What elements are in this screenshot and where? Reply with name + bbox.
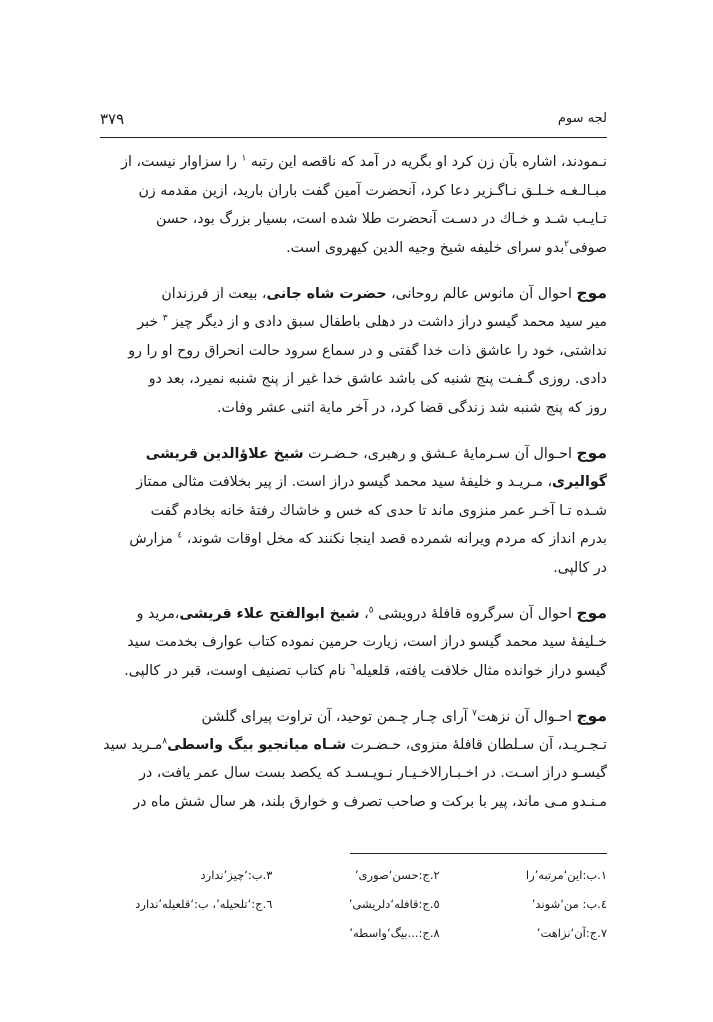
paragraph <box>100 702 607 816</box>
text-line <box>100 148 607 177</box>
text-run: بدرم انداز که مردم ویرانه شمرده قصد اینجا نکنند که مخل اوقات شوند، <box>182 531 607 548</box>
page-header <box>100 110 607 134</box>
footnote: ۸.ج:...بیگ‘واسطه’ <box>349 926 440 940</box>
text-run: ، بیعت از فرزندان <box>161 286 267 303</box>
footnote: ۷.ج:آن‘نزاهت’ <box>536 926 607 940</box>
text-run: مزارش <box>129 531 178 548</box>
text-line <box>100 468 607 497</box>
paragraph-gap <box>100 422 607 439</box>
paragraph-gap <box>100 262 607 279</box>
person-name: شیخ ابوالفتح علاء قریشی <box>179 606 360 623</box>
text-line <box>100 308 607 337</box>
text-run: تـایـب شـد و خـاك در دسـت آنحضرت طلا شده است، بسیار بزرگ بود، حسن <box>155 211 607 228</box>
footnote-ref: ۸ <box>162 735 168 746</box>
paragraph <box>100 148 607 262</box>
footnote-ref: ٥ <box>368 605 374 616</box>
footnote-row <box>100 897 607 926</box>
text-run: خبر <box>137 313 163 330</box>
text-line <box>100 234 607 263</box>
chapter-title: لجه سوم <box>557 111 607 126</box>
footnote: ۲.ج:حسن‘صوری’ <box>354 868 440 882</box>
footnote: ۱.ب:این‘مرتبه’را <box>525 868 607 882</box>
text-line <box>100 628 607 657</box>
text-run: نـمودند، اشاره بآن زن کرد او بگریه در آمد که ناقصه این رتبه <box>246 154 607 170</box>
body-text <box>100 148 607 816</box>
footnote-ref: ۷ <box>472 708 477 719</box>
text-line <box>100 788 607 817</box>
section-keyword: موج <box>576 604 607 623</box>
text-run: نداشتی، خود را عاشق ذات خدا گفتی و در سماع سرود حالت انحراق روح او را رو <box>128 342 607 359</box>
text-run: شـده تـا آخـر عمر منزوی ماند تا حدی که خس و خاشاك رفتۀ خانه بخادم گفت <box>150 502 607 519</box>
text-line <box>100 759 607 788</box>
page-number: ۳۷۹ <box>100 110 125 128</box>
footnote-ref: ٦ <box>350 661 356 672</box>
text-run: تـجـریـد، آن سـلطان قافلۀ منزوی، حـضـرت <box>346 736 607 753</box>
section-keyword: موج <box>576 284 607 303</box>
section-keyword: موج <box>576 444 607 463</box>
footnote-ref: ۳ <box>162 313 168 324</box>
footnote: ٦.ج:‘تلحیله’، ب:‘قلعیله’ندارد <box>135 897 273 911</box>
text-line <box>100 554 607 583</box>
footnote: ۳.ب:‘چیز’ندارد <box>200 868 273 882</box>
footnote-ref: ۲ <box>564 239 570 250</box>
text-line <box>100 205 607 234</box>
paragraph-gap <box>100 582 607 599</box>
text-run: مـنـدو مـی ماند، پیر با برکت و صاحب تصرف و خوارق بلند، هر سال شش ماه در <box>133 793 607 810</box>
text-line <box>100 497 607 526</box>
text-run: بدو سرای خلیفه شیخ وجیه الدین کیهروی است. <box>286 239 565 256</box>
paragraph-gap <box>100 685 607 702</box>
person-name: شیخ علاؤالدین قریشی <box>145 446 304 463</box>
footnote-ref: ٤ <box>177 530 183 541</box>
text-line <box>100 702 607 731</box>
text-run: ، <box>359 606 369 623</box>
text-line <box>100 599 607 628</box>
text-run: نام کتاب تصنیف اوست، قبر در کالپی. <box>124 662 351 679</box>
text-line <box>100 337 607 366</box>
text-line <box>100 525 607 554</box>
text-line <box>100 365 607 394</box>
footnotes <box>100 868 607 955</box>
text-line <box>100 279 607 308</box>
text-run: در کالپی. <box>553 559 607 576</box>
text-run: احوال آن مانوس عالم روحانی، <box>386 286 577 303</box>
text-run: احـوال آن سـرمایۀ عـشق و رهبری، حـضـرت <box>303 446 577 463</box>
footnote: ٥.ج:قافله‘دلریشی’ <box>348 897 440 911</box>
person-name: شـاه میانجیو بیگ واسطی <box>167 736 347 753</box>
paragraph <box>100 439 607 582</box>
text-line <box>100 731 607 760</box>
section-keyword: موج <box>576 707 607 726</box>
text-run: گیسو دراز خوانده مثال خلافت یافته، قلعیله <box>355 662 607 679</box>
footnote: ٤.ب: من‘شوند’ <box>531 897 607 911</box>
text-run: روز که پنج شنبه شد زندگی قضا کرد، در آخر مایة اثنی عشر وفات. <box>217 399 607 416</box>
paragraph <box>100 599 607 685</box>
text-line <box>100 394 607 423</box>
text-line <box>100 657 607 686</box>
text-run: ، مـریـد و خلیفۀ سید محمد گیسو دراز است. از پیر بخلافت مثالی ممتاز <box>136 473 553 490</box>
footnote-ref: ۱ <box>241 153 247 164</box>
paragraph <box>100 279 607 422</box>
footnote-row <box>100 868 607 897</box>
person-name: گوالیری <box>552 473 607 490</box>
text-line <box>100 177 607 206</box>
text-run: احـوال آن نزهت <box>476 709 577 726</box>
text-run: خـلیفۀ سید محمد گیسو دراز است، زیارت حرمین نموده کتاب عوارف بخدمت سید <box>127 633 607 650</box>
text-run: مـرید سید <box>103 736 163 753</box>
header-rule <box>100 137 607 138</box>
text-run: گیسـو دراز اسـت. در اخـبـارالاخـیـار نـویـسـد که یکصد بست سال عمر یافت، در <box>139 765 607 782</box>
text-run: صوفی <box>569 239 607 256</box>
text-run: مبـالـغـه خـلـق نـاگـزیر دعا کرد، آنحضرت آمین گفت باران بارید، ازین مقدمه زن <box>138 182 607 199</box>
text-run: دادی. روزی گـفـت پنج شنبه کی باشد عاشق خدا غیر از پنج شنبه نمیرد، بعد دو <box>148 371 607 388</box>
text-run: ،مرید و <box>136 606 180 623</box>
footnote-rule <box>350 853 607 854</box>
text-run: آرای چـار چـمن توحید، آن تراوت پیرای گلشن <box>201 709 473 726</box>
footnote-row <box>100 926 607 955</box>
person-name: حضرت شاه جانی <box>266 286 387 303</box>
text-run: را سزاوار نیست، از <box>121 154 242 170</box>
footnote <box>105 926 272 955</box>
text-line <box>100 439 607 468</box>
text-run: میر سید محمد گیسو دراز داشت در دهلی باطفال سبق دادی و از دیگر چیز <box>167 313 607 330</box>
text-run: احوال آن سرگروه قافلۀ درویشی <box>373 606 577 623</box>
